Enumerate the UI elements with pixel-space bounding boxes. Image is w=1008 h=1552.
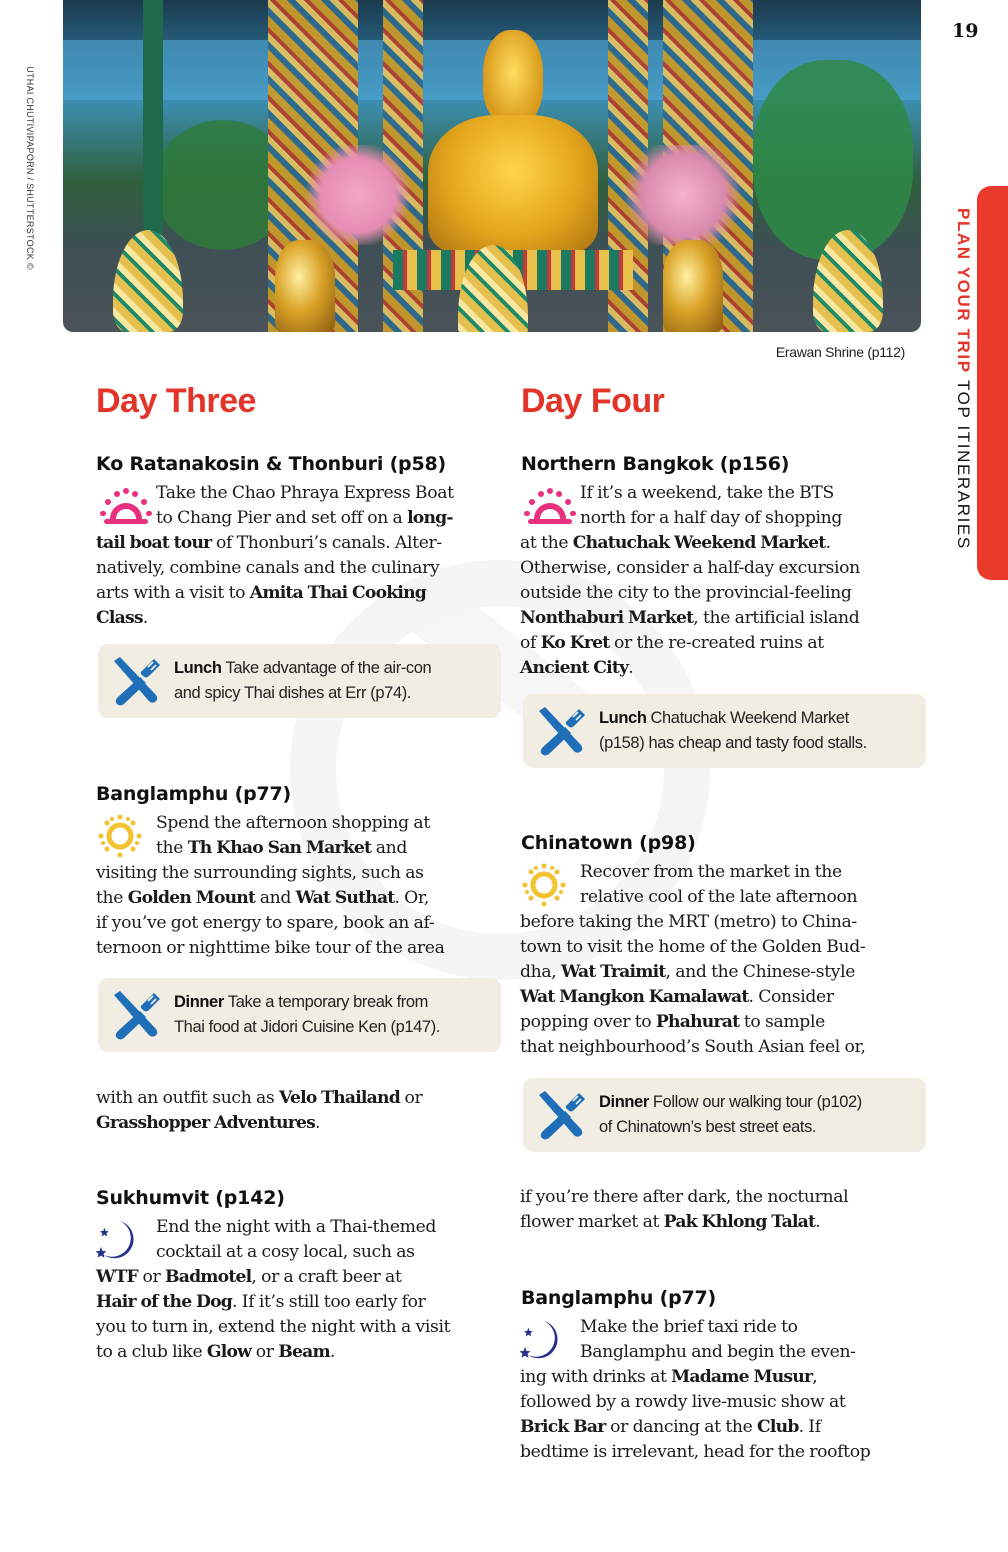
page-number: 19 (952, 20, 979, 42)
highlighted-place: tail boat tour (96, 533, 212, 553)
erawan-shrine-photo (63, 0, 921, 332)
text-line: at the Chatuchak Weekend Market. (520, 533, 831, 553)
text-line: tail boat tour of Thonburi’s canals. Alter- (96, 533, 442, 553)
highlighted-place: Class (96, 608, 143, 628)
text-line: you to turn in, extend the night with a visit (96, 1317, 451, 1337)
text-line: popping over to Phahurat to sample (520, 1012, 825, 1032)
highlighted-place: Pak Khlong Talat (663, 1212, 816, 1232)
text-line: town to visit the home of the Golden Bud- (520, 937, 866, 957)
section-heading-ko-ratanakosin: Ko Ratanakosin & Thonburi (p58) (96, 453, 446, 475)
section-heading-banglamphu-night: Banglamphu (p77) (521, 1287, 717, 1309)
highlighted-place: Chatuchak Weekend Market (572, 533, 826, 553)
day-three-title: Day Three (96, 382, 256, 420)
highlighted-place: Velo Thailand (279, 1088, 400, 1108)
section-label (953, 208, 973, 550)
utensils-icon (535, 705, 587, 757)
section-name: PLAN YOUR TRIP (954, 208, 973, 374)
sunrise-icon (520, 483, 580, 529)
dinner-box-day-four (523, 1078, 926, 1152)
section-heading-sukhumvit: Sukhumvit (p142) (96, 1187, 285, 1209)
text-line: ternoon or nighttime bike tour of the area (96, 938, 445, 958)
utensils-icon (110, 655, 162, 707)
section-text-sukhumvit (96, 1215, 506, 1365)
text-line: End the night with a Thai-themed (156, 1217, 437, 1237)
highlighted-place: Brick Bar (520, 1417, 606, 1437)
meal-kind: Lunch (599, 709, 647, 727)
photo-caption: Erawan Shrine (p112) (775, 344, 905, 360)
section-text-northern-bangkok (520, 481, 930, 681)
text-line: Recover from the market in the (580, 862, 842, 882)
text-line: with an outfit such as Velo Thailand or (96, 1088, 423, 1108)
text-line: to Chang Pier and set off on a long- (156, 508, 453, 528)
text-line: relative cool of the late afternoon (580, 887, 858, 907)
text-line: WTF or Badmotel, or a craft beer at (96, 1267, 402, 1287)
text-line: cocktail at a cosy local, such as (156, 1242, 415, 1262)
section-heading-chinatown: Chinatown (p98) (521, 832, 696, 854)
highlighted-place: Badmotel (165, 1267, 252, 1287)
sun-icon (520, 862, 580, 908)
text-line: Spend the afternoon shopping at (156, 813, 430, 833)
dinner-box-day-three (98, 978, 501, 1052)
text-line: dha, Wat Traimit, and the Chinese-style (520, 962, 856, 982)
text-line: Take the Chao Phraya Express Boat (156, 483, 454, 503)
lunch-box-day-four (523, 694, 926, 768)
meal-kind: Lunch (174, 659, 222, 677)
highlighted-place: Madame Musur (671, 1367, 813, 1387)
highlighted-place: Hair of the Dog (96, 1292, 233, 1312)
meal-line: and spicy Thai dishes at Err (p74). (174, 684, 411, 702)
text-line: Ancient City. (520, 658, 634, 678)
text-line: arts with a visit to Amita Thai Cooking (96, 583, 426, 603)
highlighted-place: Nonthaburi Market (520, 608, 694, 628)
text-line: north for a half day of shopping (580, 508, 843, 528)
text-line: Nonthaburi Market, the artificial island (520, 608, 860, 628)
section-tab (977, 186, 1008, 580)
utensils-icon (535, 1089, 587, 1141)
meal-line: Take advantage of the air-con (225, 659, 432, 677)
text-line: to a club like Glow or Beam. (96, 1342, 335, 1362)
text-line: natively, combine canals and the culinary (96, 558, 440, 578)
meal-line: of Chinatown’s best street eats. (599, 1118, 817, 1136)
text-line: the Golden Mount and Wat Suthat. Or, (96, 888, 430, 908)
highlighted-place: WTF (96, 1267, 138, 1287)
text-line: Class. (96, 608, 148, 628)
utensils-icon (110, 989, 162, 1041)
text-line: flower market at Pak Khlong Talat. (520, 1212, 821, 1232)
text-line: Wat Mangkon Kamalawat. Consider (520, 987, 834, 1007)
sunrise-icon (96, 483, 156, 529)
text-line: if you’re there after dark, the nocturnal (520, 1187, 849, 1207)
highlighted-place: Ko Kret (540, 633, 610, 653)
text-line: if you’ve got energy to spare, book an af- (96, 913, 435, 933)
sun-icon (96, 813, 156, 859)
highlighted-place: Wat Suthat (295, 888, 395, 908)
section-text-banglamphu-afternoon (96, 811, 506, 961)
highlighted-place: Grasshopper Adventures (96, 1113, 315, 1133)
highlighted-place: Th Khao San Market (187, 838, 372, 858)
text-line: followed by a rowdy live-music show at (520, 1392, 846, 1412)
text-line: that neighbourhood’s South Asian feel or, (520, 1037, 866, 1057)
highlighted-place: Club (757, 1417, 799, 1437)
photo-credit: UTHAI CHUTIVIPAPORN / SHUTTERSTOCK © (25, 66, 35, 270)
text-line: Hair of the Dog. If it’s still too early for (96, 1292, 426, 1312)
meal-line: Follow our walking tour (p102) (652, 1093, 862, 1111)
section-heading-northern-bangkok: Northern Bangkok (p156) (521, 453, 790, 475)
lunch-box-day-three (98, 644, 501, 718)
text-line: Make the brief taxi ride to (580, 1317, 798, 1337)
highlighted-place: Golden Mount (127, 888, 256, 908)
text-line: ing with drinks at Madame Musur, (520, 1367, 818, 1387)
highlighted-place: Wat Traimit (561, 962, 666, 982)
text-line: Grasshopper Adventures. (96, 1113, 321, 1133)
highlighted-place: Amita Thai Cooking (249, 583, 426, 603)
section-text-banglamphu-night (520, 1315, 930, 1465)
text-line: before taking the MRT (metro) to China- (520, 912, 857, 932)
meal-line: Take a temporary break from (227, 993, 428, 1011)
highlighted-place: long- (407, 508, 453, 528)
meal-kind: Dinner (174, 993, 224, 1011)
continuation-text-bike-tour (96, 1086, 506, 1136)
meal-kind: Dinner (599, 1093, 649, 1111)
subsection-name: TOP ITINERARIES (954, 379, 973, 550)
section-heading-banglamphu-afternoon: Banglamphu (p77) (96, 783, 292, 805)
text-line: the Th Khao San Market and (156, 838, 408, 858)
text-line: of Ko Kret or the re-created ruins at (520, 633, 824, 653)
highlighted-place: Wat Mangkon Kamalawat (520, 987, 749, 1007)
meal-line: Thai food at Jidori Cuisine Ken (p147). (174, 1018, 440, 1036)
highlighted-place: Glow (206, 1342, 252, 1362)
highlighted-place: Beam (278, 1342, 330, 1362)
meal-line: Chatuchak Weekend Market (650, 709, 849, 727)
section-text-chinatown (520, 860, 930, 1060)
text-line: Banglamphu and begin the even- (580, 1342, 856, 1362)
section-text-ko-ratanakosin (96, 481, 506, 631)
continuation-text-flower-market (520, 1185, 930, 1235)
text-line: visiting the surrounding sights, such as (96, 863, 424, 883)
text-line: Brick Bar or dancing at the Club. If (520, 1417, 821, 1437)
moon-icon (96, 1217, 156, 1263)
text-line: If it’s a weekend, take the BTS (580, 483, 834, 503)
text-line: Otherwise, consider a half-day excursion (520, 558, 860, 578)
highlighted-place: Phahurat (655, 1012, 740, 1032)
moon-icon (520, 1317, 580, 1363)
text-line: outside the city to the provincial-feeling (520, 583, 852, 603)
highlighted-place: Ancient City (520, 658, 629, 678)
day-four-title: Day Four (521, 382, 665, 420)
meal-line: (p158) has cheap and tasty food stalls. (599, 734, 867, 752)
text-line: bedtime is irrelevant, head for the rooftop (520, 1442, 871, 1462)
